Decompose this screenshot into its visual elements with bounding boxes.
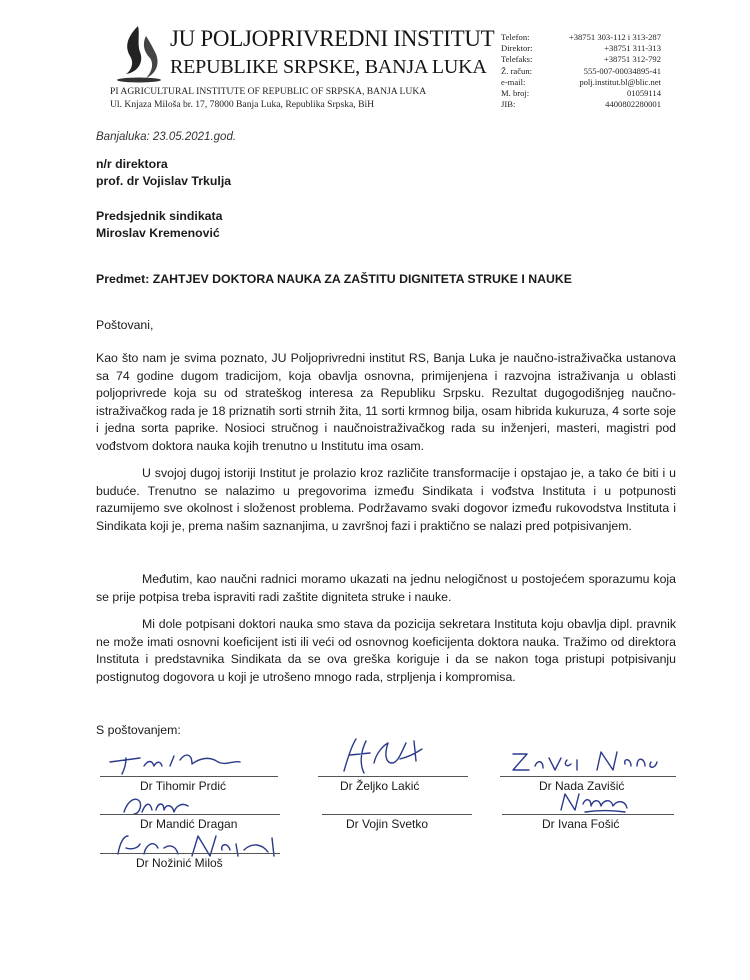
recipient-line: Predsjednik sindikata xyxy=(96,209,223,223)
institute-name-line1: JU POLJOPRIVREDNI INSTITUT xyxy=(170,26,495,51)
recipient-line: Miroslav Kremenović xyxy=(96,226,220,240)
signature-line xyxy=(502,814,674,815)
contact-row xyxy=(501,77,661,88)
contact-label: Ž. račun: xyxy=(501,65,533,76)
signature-line xyxy=(318,776,468,777)
contact-label: e-mail: xyxy=(501,76,526,87)
contact-value: 555-007-00034895-41 xyxy=(583,65,661,76)
signature-line xyxy=(100,814,280,815)
signatory-name: Dr Nada Zavišić xyxy=(539,779,625,793)
contact-value: +38751 303-112 i 313-287 xyxy=(568,32,661,42)
signatory-name: Dr Nožinić Miloš xyxy=(136,856,223,870)
contact-label: Telefaks: xyxy=(501,54,533,65)
recipient-union xyxy=(96,208,222,242)
institute-logo-icon xyxy=(110,22,168,84)
signature-nada-zavisic xyxy=(505,744,665,776)
signature-line xyxy=(100,853,280,854)
contact-value: polj.institut.bl@blic.net xyxy=(579,76,661,87)
contact-value: 4400802280001 xyxy=(605,99,661,110)
paragraph: U svojoj dugoj istoriji Institut je prolazio kroz različite transformacije i opstajao je, a tako će biti i u buduće. Trenutno se nalazimo u pregovorima između Sindikata i vođstva Instituta i u potpunosti razumijemo sve okolnost i složenost problema. Podržavamo svaki dogovor između rukovodstva Instituta i Sindikata koji je, prema našim saznanjima, u završnoj fazi i praktično se nalazi pred potpisivanjem. xyxy=(96,466,676,533)
signatory-name: Dr Željko Lakić xyxy=(340,779,420,793)
signatory-name: Dr Ivana Fošić xyxy=(542,817,620,831)
letter-date: Banjaluka: 23.05.2021.god. xyxy=(96,131,237,143)
contact-label: Direktor: xyxy=(501,43,533,54)
institute-name-english: PI AGRICULTURAL INSTITUTE OF REPUBLIC OF SRPSKA, BANJA LUKA xyxy=(110,86,427,97)
recipient-director xyxy=(96,156,231,190)
contact-row xyxy=(501,54,661,65)
signature-mandic-dragan xyxy=(118,792,198,820)
institute-address: Ul. Knjaza Miloša br. 17, 78000 Banja Luka, Republika Srpska, BiH xyxy=(110,99,375,110)
signature-ivana-fosic xyxy=(555,788,635,816)
contact-label: JIB: xyxy=(501,99,516,110)
signature-line xyxy=(322,814,472,815)
institute-name-line2: REPUBLIKE SRPSKE, BANJA LUKA xyxy=(170,56,487,78)
paragraph: Međutim, kao naučni radnici moramo ukazati na jednu nelogičnost u postojećem sporazumu koja se prije potpisa treba ispraviti radi zaštite digniteta struke i nauke. xyxy=(96,572,676,604)
contact-row xyxy=(501,32,661,43)
recipient-line: prof. dr Vojislav Trkulja xyxy=(96,174,232,188)
salutation: Poštovani, xyxy=(96,318,154,332)
letter-subject: Predmet: ZAHTJEV DOKTORA NAUKA ZA ZAŠTITU DIGNITETA STRUKE I NAUKE xyxy=(96,272,572,286)
closing: S poštovanjem: xyxy=(96,723,181,737)
contact-row xyxy=(501,99,661,110)
signatory-name: Dr Tihomir Prdić xyxy=(140,779,227,793)
signature-zeljko-lakic xyxy=(330,733,440,777)
contact-value: +38751 311-313 xyxy=(604,43,661,54)
contact-row xyxy=(501,88,661,99)
paragraph: Mi dole potpisani doktori nauka smo stava da pozicija sekretara Instituta koju obavlja dipl. pravnik ne može imati osnovni koeficijent isti ili veći od osnovnog koeficijenta doktora nauka. Tražimo od direktora Instituta i predstavnika Sindikata da se ova greška koriguje i da se nakon toga pristupi potpisivanju postignutog dogovora u koji je utrošeno mnogo rada, strpljenja i kompromisa. xyxy=(96,617,676,684)
paragraph: Kao što nam je svima poznato, JU Poljoprivredni institut RS, Banja Luka je naučno-istraživačka ustanova sa 74 godine dugom tradicijom, koja obavlja osnovna, primijenjena i razvojna istraživanja u oblasti poljoprivrede koja su od strateškog interesa za Republiku Srpsku. Rezultat dugogodišnjeg naučno-istraživačkog rada je 18 priznatih sorti strnih žita, 11 sorti krmnog bilja, osam hibrida kukuruza, 4 sorte soje i jedna sorta paprike. Nosioci stručnog i naučnoistraživačkog rada su inženjeri, masteri, magistri pod vođstvom doktora nauka kojih trenutno u Institutu ima osam. xyxy=(96,351,676,453)
contact-row xyxy=(501,66,661,77)
recipient-line: n/r direktora xyxy=(96,157,168,171)
signature-tihomir-prdic xyxy=(100,744,260,776)
contact-value: 01059114 xyxy=(626,87,661,98)
signatory-name: Dr Mandić Dragan xyxy=(140,817,238,831)
contact-block xyxy=(501,32,661,110)
contact-row xyxy=(501,43,661,54)
contact-label: M. broj: xyxy=(501,87,530,98)
contact-label: Telefon: xyxy=(501,32,530,42)
contact-value: +38751 312-792 xyxy=(603,54,661,65)
signature-line xyxy=(100,776,278,777)
signature-line xyxy=(500,776,676,777)
signatory-name: Dr Vojin Svetko xyxy=(346,817,429,831)
